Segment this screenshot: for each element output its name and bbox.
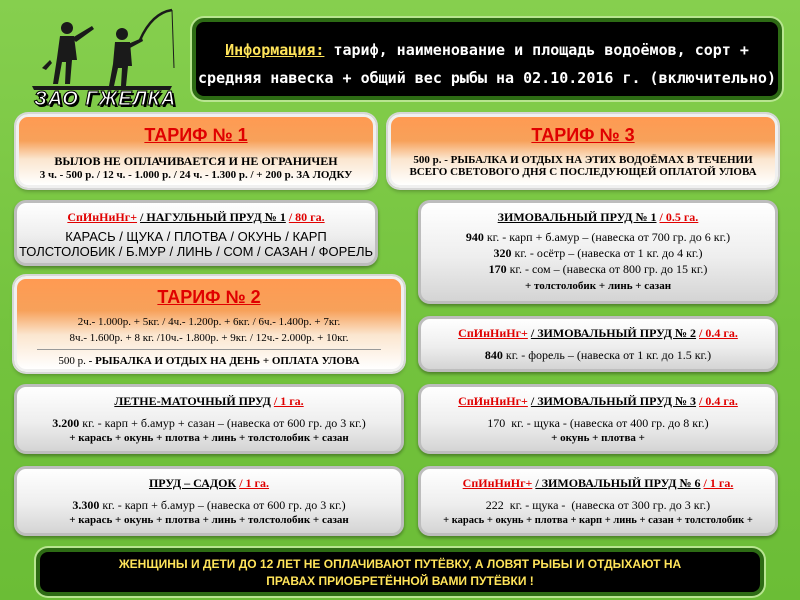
weight-value: 3.200 xyxy=(52,416,80,430)
pond-zim-6-panel xyxy=(418,466,778,536)
pond-zim-3-title xyxy=(421,393,775,409)
pond-zim-3-name: / ЗИМОВАЛЬНЫЙ ПРУД № 3 xyxy=(530,394,697,408)
pond-sadok-panel xyxy=(14,466,404,536)
footer-line-2: ПРАВАХ ПРИОБРЕТЁННОЙ ВАМИ ПУТЁВКИ ! xyxy=(266,574,534,588)
pond-zim-3-area: / 0.4 га. xyxy=(699,394,738,408)
pond-zim-2-panel xyxy=(418,316,778,372)
pond-zim-1-row-1 xyxy=(421,229,775,245)
row-text: кг. - форель – (навеска от 1 кг. до 1.5 кг.) xyxy=(502,348,712,362)
pond-nagulny-area: / 80 га. xyxy=(288,210,325,224)
pond-zim-2-row-1 xyxy=(421,347,775,363)
pond-sadok-extra: + карась + окунь + плотва + линь + толстолобик + сазан xyxy=(69,514,349,526)
logo xyxy=(22,8,182,110)
row-text: кг. - сом – (навеска от 800 гр. до 15 кг.) xyxy=(506,262,708,276)
footer-notice xyxy=(36,548,764,596)
pond-zim-6-title xyxy=(421,475,775,491)
header-text-1: тариф, наименование и площадь водоёмов, сорт + xyxy=(324,41,749,59)
header-line-2: средняя навеска + общий вес рыбы на 02.10.2016 г. (включительно) xyxy=(198,69,776,87)
row-text: кг. - карп + б.амур – (навеска от 700 гр. до 6 кг.) xyxy=(483,230,731,244)
pond-zim-2-area: / 0.4 га. xyxy=(699,326,738,340)
pond-sadok-row-1 xyxy=(17,497,401,513)
pond-zim-1-title xyxy=(421,209,775,225)
pond-nagulny-panel xyxy=(14,200,378,266)
tarif-1-line-1: ВЫЛОВ НЕ ОПЛАЧИВАЕТСЯ И НЕ ОГРАНИЧЕН xyxy=(54,154,338,168)
pond-zim-1-area: / 0.5 га. xyxy=(659,210,699,224)
pond-zim-6-row-1: 222 кг. - щука - (навеска от 300 гр. до 3 кг.) xyxy=(485,498,711,512)
tarif-1-line-2: 3 ч. - 500 р. / 12 ч. - 1.000 р. / 24 ч. - 1.300 р. / + 200 р. ЗА ЛОДКУ xyxy=(39,169,353,181)
footer-line-1: ЖЕНЩИНЫ И ДЕТИ ДО 12 ЛЕТ НЕ ОПЛАЧИВАЮТ ПУТЁВКУ, А ЛОВЯТ РЫБЫ И ОТДЫХАЮТ НА xyxy=(118,557,682,571)
spinning-tag: СпИнНиНг+ xyxy=(458,394,528,408)
header-label: Информация: xyxy=(225,41,325,59)
pond-zim-3-extra: + окунь + плотва + xyxy=(551,432,645,444)
pond-zim-6-name: / ЗИМОВАЛЬНЫЙ ПРУД № 6 xyxy=(535,476,701,490)
price-value: 500 р. xyxy=(58,355,86,367)
tarif-2-line-2: 8ч.- 1.600р. + 8 кг. /10ч.- 1.800р. + 9кг. / 12ч.- 2.000р. + 10кг. xyxy=(69,332,349,344)
pond-sadok-title xyxy=(17,475,401,491)
tarif-3-line-2: ВСЕГО СВЕТОВОГО ДНЯ С ПОСЛЕДУЮЩЕЙ ОПЛАТОЙ УЛОВА xyxy=(409,166,757,178)
pond-zim-2-name: / ЗИМОВАЛЬНЫЙ ПРУД № 2 xyxy=(530,326,697,340)
row-text: кг. - карп + б.амур – (навеска от 600 гр. до 3 кг.) xyxy=(99,498,346,512)
pond-letne-area: / 1 га. xyxy=(273,394,304,408)
tarif-1-title: ТАРИФ № 1 xyxy=(144,125,248,145)
info-header xyxy=(192,18,782,100)
tarif-1-panel xyxy=(16,114,376,188)
pond-letne-extra: + карась + окунь + плотва + линь + толстолобик + сазан xyxy=(69,432,349,444)
pond-zim-1-panel xyxy=(418,200,778,304)
tarif-2-line-1: 2ч.- 1.000р. + 5кг. / 4ч.- 1.200р. + 6кг. / 6ч.- 1.400р. + 7кг. xyxy=(77,316,341,328)
pond-letne-panel xyxy=(14,384,404,454)
pond-nagulny-name: / НАГУЛЬНЫЙ ПРУД № 1 xyxy=(140,210,286,224)
weight-value: 840 xyxy=(484,348,503,362)
pond-zim-1-name: ЗИМОВАЛЬНЫЙ ПРУД № 1 xyxy=(497,210,657,224)
tarif-2-desc: - РЫБАЛКА И ОТДЫХ НА ДЕНЬ + ОПЛАТА УЛОВА xyxy=(85,355,360,367)
row-text: кг. - осётр – (навеска от 1 кг. до 4 кг.) xyxy=(511,246,703,260)
tarif-2-panel xyxy=(14,276,404,372)
pond-nagulny-fish-2: ТОЛСТОЛОБИК / Б.МУР / ЛИНЬ / СОМ / САЗАН / ФОРЕЛЬ xyxy=(18,244,374,259)
pond-letne-title xyxy=(17,393,401,409)
pond-nagulny-fish-1: КАРАСЬ / ЩУКА / ПЛОТВА / ОКУНЬ / КАРП xyxy=(65,229,327,244)
pond-zim-2-title xyxy=(421,325,775,341)
pond-zim-6-extra: + карась + окунь + плотва + карп + линь + сазан + толстолобик + xyxy=(443,515,753,526)
divider xyxy=(37,349,381,350)
pond-zim-1-row-3 xyxy=(421,261,775,277)
pond-sadok-area: / 1 га. xyxy=(239,476,270,490)
tarif-3-title: ТАРИФ № 3 xyxy=(531,125,635,145)
tarif-3-line-1: 500 р. - РЫБАЛКА И ОТДЫХ НА ЭТИХ ВОДОЁМАХ В ТЕЧЕНИИ xyxy=(413,154,753,166)
tarif-3-panel xyxy=(388,114,778,188)
logo-text: ЗАО ГЖЕЛКА xyxy=(34,88,177,110)
weight-value: 320 xyxy=(493,246,512,260)
fishermen-silhouette-icon xyxy=(22,8,182,90)
pond-zim-1-extra: + толстолобик + линь + сазан xyxy=(524,280,672,292)
pond-nagulny-title xyxy=(17,209,375,225)
pond-zim-6-area: / 1 га. xyxy=(703,476,734,490)
pond-sadok-name: ПРУД – САДОК xyxy=(148,476,237,490)
pond-letne-row-1 xyxy=(17,415,401,431)
tarif-2-title: ТАРИФ № 2 xyxy=(157,287,261,307)
weight-value: 170 xyxy=(488,262,507,276)
pond-zim-3-row-1: 170 кг. - щука - (навеска от 400 гр. до 8 кг.) xyxy=(487,416,709,430)
pond-letne-name: ЛЕТНЕ-МАТОЧНЫЙ ПРУД xyxy=(114,394,271,408)
pond-zim-3-panel xyxy=(418,384,778,454)
weight-value: 3.300 xyxy=(72,498,100,512)
spinning-tag: СпИнНиНг+ xyxy=(462,476,533,490)
pond-zim-1-row-2 xyxy=(421,245,775,261)
row-text: кг. - карп + б.амур + сазан – (навеска от 600 гр. до 3 кг.) xyxy=(79,416,366,430)
spinning-tag: СпИнНиНг+ xyxy=(458,326,528,340)
header-line-1 xyxy=(196,36,778,64)
weight-value: 940 xyxy=(465,230,484,244)
spinning-tag: СпИнНиНг+ xyxy=(67,210,138,224)
tarif-2-line-3 xyxy=(17,353,401,369)
